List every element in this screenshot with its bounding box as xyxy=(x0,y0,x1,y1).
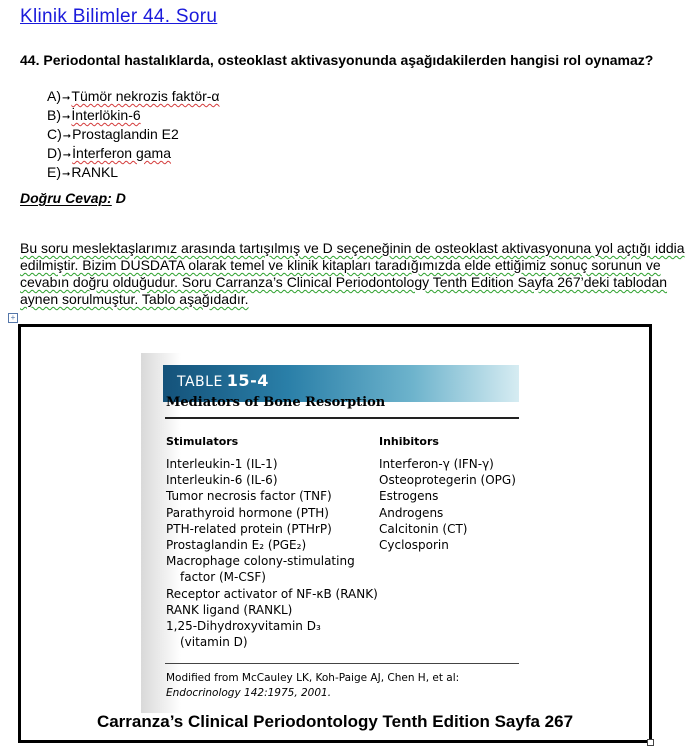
option-letter: D) xyxy=(47,145,62,161)
list-item: PTH-related protein (PTHrP) xyxy=(166,521,332,536)
option-text: RANKL xyxy=(71,164,119,180)
list-item: Tumor necrosis factor (TNF) xyxy=(166,489,332,504)
option-d xyxy=(47,145,220,164)
list-item: Interleukin-1 (IL-1) xyxy=(166,457,278,471)
option-b xyxy=(47,107,220,126)
option-letter: A) xyxy=(47,88,61,104)
arrow-icon: ➞ xyxy=(62,112,71,123)
table-num: 15-4 xyxy=(226,371,269,390)
option-text: Prostaglandin E2 xyxy=(72,126,179,142)
page-title-link[interactable]: Klinik Bilimler 44. Soru xyxy=(20,6,218,27)
inhibitors-header: Inhibitors xyxy=(379,435,439,448)
list-item: Receptor activator of NF-κB (RANK) xyxy=(166,586,378,601)
list-item: Interleukin-6 (IL-6) xyxy=(166,473,278,488)
answer-options xyxy=(47,88,220,183)
list-item: (vitamin D) xyxy=(180,635,248,650)
question-text: 44. Periodontal hastalıklarda, osteoklast aktivasyonunda aşağıdakilerden hangisi rol oynamaz? xyxy=(20,52,654,68)
table-caption: Mediators of Bone Resorption xyxy=(166,395,386,410)
figure-frame xyxy=(18,324,652,743)
answer-label: Doğru Cevap: xyxy=(20,190,112,206)
correct-answer xyxy=(20,190,126,206)
figure-caption: Carranza’s Clinical Periodontology Tenth Edition Sayfa 267 xyxy=(96,712,574,731)
answer-value: D xyxy=(115,190,126,206)
option-text: Tümör nekrozis faktör-α xyxy=(71,88,220,104)
list-item: Interferon-γ (IFN-γ) xyxy=(379,457,494,471)
arrow-icon: ➞ xyxy=(62,93,71,104)
list-item: Parathyroid hormone (PTH) xyxy=(166,505,329,520)
list-item: Osteoprotegerin (OPG) xyxy=(379,473,516,488)
list-item: Calcitonin (CT) xyxy=(379,521,468,536)
option-e xyxy=(47,164,220,183)
list-item: Cyclosporin xyxy=(379,538,449,553)
list-item: Androgens xyxy=(379,505,444,520)
option-text: İnterferon gama xyxy=(72,145,172,161)
option-letter: B) xyxy=(47,107,61,123)
stimulators-list xyxy=(166,456,378,650)
list-item: factor (M-CSF) xyxy=(180,570,266,585)
arrow-icon: ➞ xyxy=(62,169,71,180)
divider xyxy=(165,417,519,419)
list-item: 1,25-Dihydroxyvitamin D₃ xyxy=(166,619,321,634)
option-a xyxy=(47,88,220,107)
list-item: Prostaglandin E₂ (PGE₂) xyxy=(166,538,307,553)
option-letter: E) xyxy=(47,164,61,180)
arrow-icon: ➞ xyxy=(62,150,72,161)
source-line: Modified from McCauley LK, Koh-Paige AJ, Chen H, et al: xyxy=(166,672,460,684)
inhibitors-list xyxy=(379,456,516,553)
table-label: TABLE xyxy=(177,374,223,390)
resize-handle-icon[interactable] xyxy=(647,739,654,746)
table-move-handle-icon[interactable]: + xyxy=(8,313,18,323)
table-number xyxy=(177,371,269,390)
stimulators-header: Stimulators xyxy=(166,435,239,448)
option-letter: C) xyxy=(47,126,62,142)
source-line: Endocrinology 142:1975, 2001. xyxy=(166,687,332,699)
list-item: RANK ligand (RANKL) xyxy=(166,602,293,617)
option-text: İnterlökin-6 xyxy=(71,107,141,123)
explanation-paragraph: Bu soru meslektaşlarımız arasında tartışılmış ve D seçeneğinin de osteoklast aktivasyonuna yol açtığı iddia edilmiştir. Bizim DUSDATA olarak temel ve klinik kitapları taradığımızda elde ettiğimiz sonuç sorunun ve cevabın doğru olduğudur. Soru Carranza’s Clinical Periodontology Tenth Edition Sayfa 267’deki tablodan aynen sorulmuştur. Tablo aşağıdadır. xyxy=(20,240,685,307)
divider xyxy=(165,663,519,664)
option-c xyxy=(47,126,220,145)
list-item: Estrogens xyxy=(379,489,439,504)
table-source xyxy=(166,671,459,701)
list-item: Macrophage colony-stimulating xyxy=(166,554,355,569)
arrow-icon: ➞ xyxy=(62,131,72,142)
